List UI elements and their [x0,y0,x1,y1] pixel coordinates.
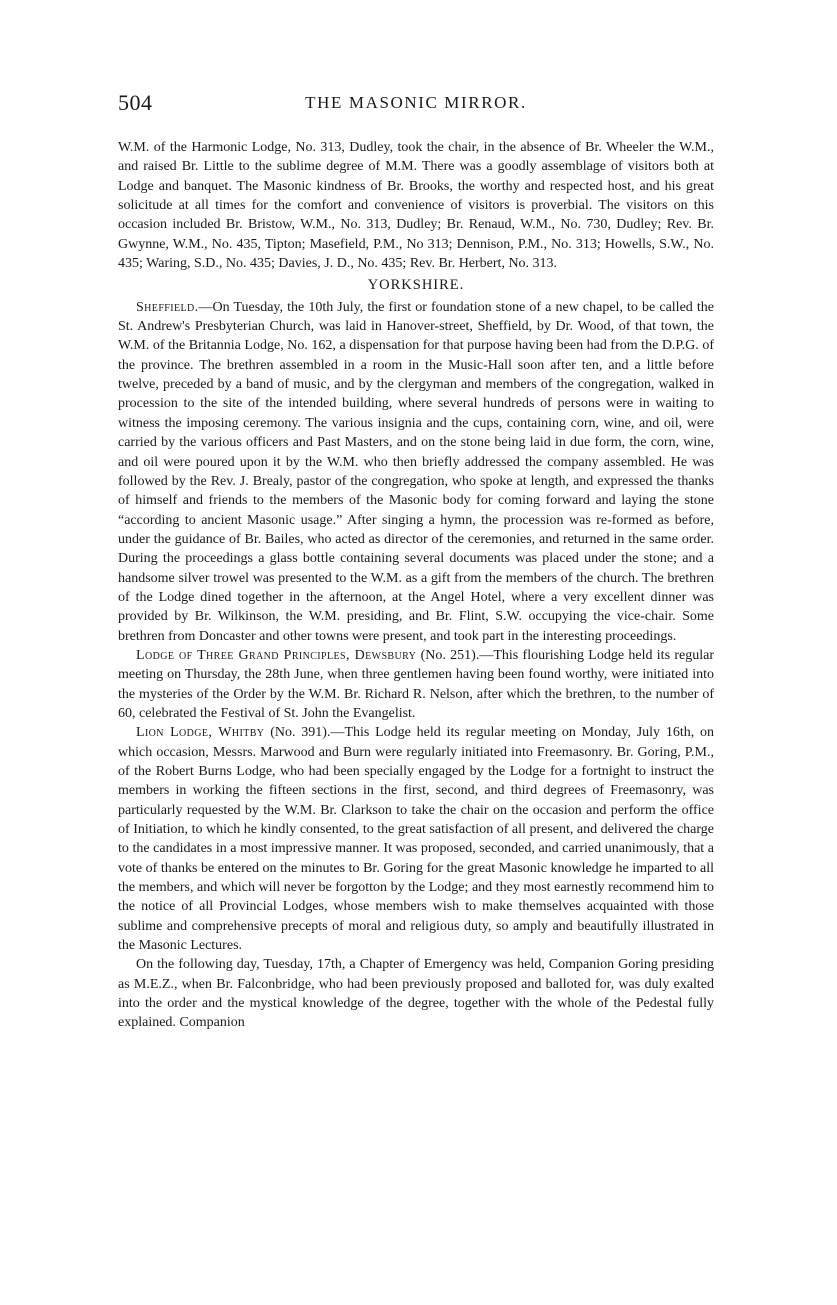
journal-title: THE MASONIC MIRROR. [305,93,527,112]
whitby-text: (No. 391).—This Lodge held its regular meeting on Monday, July 16th, on which occasion, Messrs. Marwood and Burn were regularly initiated into Freemasonry. Br. Goring, P.M., of the Robert Burns Lodge, who had been specially engaged by the Lodge for a fortnight to instruct the members in working the fifteen sections in the first, second, and third degrees of Freemasonry, was particularly requested by the W.M. Br. Clarkson to take the chair on the occasion and perform the office of Initiation, to which he kindly consented, to the great satisfaction of all present, and delivered the charge to the candidates in a most impressive manner. It was proposed, seconded, and carried unanimously, that a vote of thanks be entered on the minutes to Br. Goring for the great Masonic knowledge he imparted to all the members, and which will never be forgotton by the Lodge; and they most earnestly recommend him to the notice of all Provincial Lodges, whose members wish to make themselves acquainted with those sublime and comprehensive precepts of moral and religious duty, so amply and beautifully illustrated in the Masonic Lectures. [118,725,714,954]
page-number: 504 [118,90,153,115]
dewsbury-text: (No. 251).—This flourishing Lodge held its regular meeting on Thursday, the 28th June, when three gentlemen having been found worthy, were initiated into the mysteries of the Order by the W.M. Br. Richard R. Nelson, after which the brethren, to the number of 60, celebrated the Festival of St. John the Evangelist. [118,647,714,721]
section-heading: YORKSHIRE. [367,277,465,294]
sheffield-text: —On Tuesday, the 10th July, the first or foundation stone of a new chapel, to be called the St. Andrew's Presbyterian Church, was laid in Hanover-street, Sheffield, by Dr. Wood, of that town, the W.M. of the Britannia Lodge, No. 162, a dispensation for that purpose having been had from the D.P.G. of the province. The brethren assembled in a room in the Music-Hall soon after ten, and a little before twelve, preceded by a band of music, and by the clergyman and members of the congregation, walked in procession to the site of the intended building, where several hundreds of persons were in waiting to witness the imposing ceremony. The various insignia and the cups, containing corn, wine, and oil, were carried by the various officers and Past Masters, and on the stone being laid in due form, the corn, wine, and oil were poured upon it by the W.M. who then briefly addressed the company assembled. He was followed by the Rev. J. Brealy, pastor of the congregation, who spoke at length, and expressed the thanks of himself and friends to the members of the Masonic body for coming forward and laying the stone “according to ancient Masonic usage.” After singing a hymn, the procession was re-formed as before, under the guidance of Br. Bailes, who acted as director of the ceremonies, and returned in the same order. During the proceedings a glass bottle containing several documents was placed under the stone; and a handsome silver trowel was presented to the W.M. as a gift from the members of the church. The brethren of the Lodge dined together in the afternoon, at the Angel Hotel, where a very excellent dinner was provided by Br. Wilkinson, the W.M. presiding, and Br. Flint, S.W. occupying the vice-chair. Some brethren from Doncaster and other towns were present, and took part in the interesting proceedings. [118,299,714,644]
dewsbury-paragraph [118,646,714,723]
dewsbury-lead: Lodge of Three Grand Principles, Dewsbury [136,647,417,663]
sheffield-paragraph [118,298,714,646]
chapter-paragraph: On the following day, Tuesday, 17th, a Chapter of Emergency was held, Companion Goring presiding as M.E.Z., when Br. Falconbridge, who had been previously proposed and balloted for, was duly exalted into the order and the mystical knowledge of the degree, together with the whole of the Pedestal fully explained. Companion [118,957,714,1031]
whitby-paragraph [118,723,714,955]
article-body [118,138,714,1033]
intro-paragraph: W.M. of the Harmonic Lodge, No. 313, Dudley, took the chair, in the absence of Br. Wheeler the W.M., and raised Br. Little to the sublime degree of M.M. There was a goodly assemblage of visitors both at Lodge and banquet. The Masonic kindness of Br. Brooks, the worthy and respected host, and his great solicitude at all times for the comfort and convenience of visitors is proverbial. The visitors on this occasion included Br. Bristow, W.M., No. 313, Dudley; Br. Renaud, W.M., No. 730, Dudley; Rev. Br. Gwynne, W.M., No. 435, Tipton; Masefield, P.M., No 313; Dennison, P.M., No. 313; Howells, S.W., No. 435; Waring, S.D., No. 435; Davies, J. D., No. 435; Rev. Br. Herbert, No. 313. [118,140,714,272]
whitby-lead: Lion Lodge, Whitby [136,725,265,741]
sheffield-lead: Sheffield. [136,299,199,315]
running-head [118,90,714,120]
